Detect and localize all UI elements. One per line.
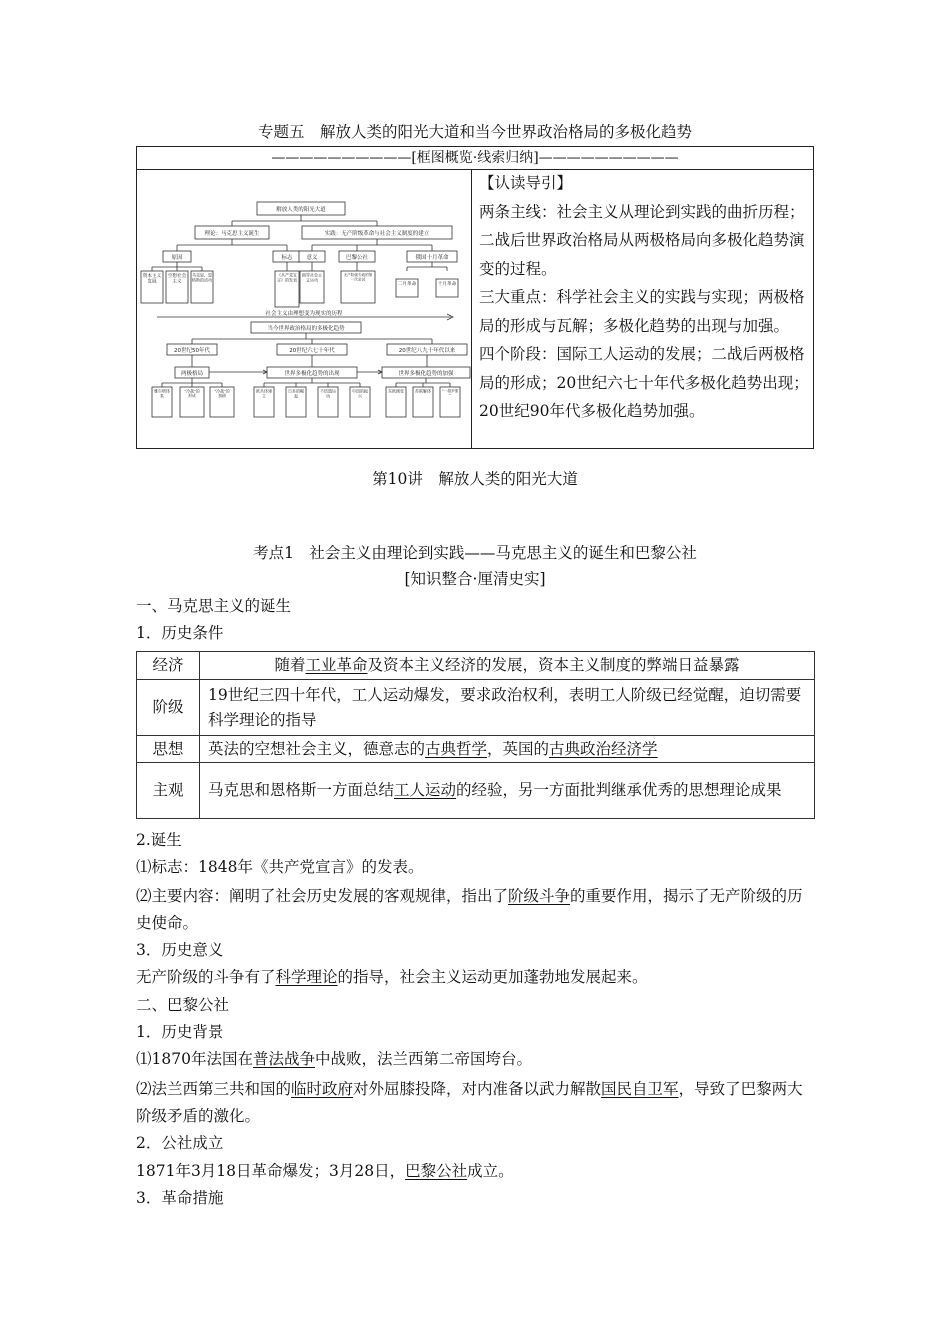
- kaodian-title: 考点1 社会主义由理论到实践——马克思主义的诞生和巴黎公社: [253, 544, 697, 562]
- guide-key-points: 三大重点：科学社会主义的实践与实现；两极格局的形成与瓦解；多极化趋势的出现与加强。: [479, 288, 805, 335]
- table-value: 英法的空想社会主义，德意志的古典哲学，英国的古典政治经济学: [200, 736, 815, 763]
- sec1-sub2: 2.诞生: [136, 831, 182, 849]
- sec1-content: ⑵主要内容：阐明了社会历史发展的客观规律，指出了阶级斗争的重要作用，揭示了无产阶级的历史使命。: [136, 887, 803, 932]
- dg-east-europe: 东欧剧变: [388, 388, 404, 394]
- overview-flowchart: [137, 169, 471, 448]
- overview-diagram-cell: [137, 169, 472, 448]
- dg-l2-commune: 巴黎公社: [345, 255, 369, 261]
- dg-multipolar-strengthen: 世界多极化趋势的加强: [398, 371, 454, 377]
- dg-root: 解放人类的阳光大道: [276, 207, 326, 213]
- dg-era-6070s: 20世纪六七十年代: [289, 348, 335, 354]
- sec2-heading: 二、巴黎公社: [136, 996, 230, 1014]
- guide-heading: 【认读导引】: [479, 174, 573, 192]
- table-row: [137, 652, 815, 680]
- sec1-sub1: 1．历史条件: [136, 624, 224, 642]
- table-key: 思想: [137, 736, 200, 763]
- table-key: 主观: [137, 763, 200, 819]
- dg-l2-reason: 原因: [171, 255, 183, 261]
- topic-title: 专题五 解放人类的阳光大道和当今世界政治格局的多极化趋势: [257, 123, 692, 141]
- guide-main-lines: 两条主线：社会主义从理论到实践的曲折历程；二战后世界政治格局从两极格局向多极化趋势演变的过程。: [479, 202, 805, 278]
- guide-stages: 四个阶段：国际工人运动的发展；二战后两极格局的形成；20世纪六七十年代多极化趋势出现；20世纪90年代多极化趋势加强。: [479, 345, 809, 420]
- dg-l3-capitalism: 资本主义发展: [142, 274, 162, 285]
- table-row: [137, 763, 815, 819]
- table-row: [137, 680, 815, 736]
- overview-box: [136, 146, 814, 449]
- table-value: 随着工业革命及资本主义经济的发展，资本主义制度的弊端日益暴露: [200, 652, 815, 680]
- dg-bar2: 当今世界政治格局的多极化趋势: [267, 326, 345, 332]
- dg-l2-sign: 标志: [281, 255, 293, 261]
- sec1-significance: 无产阶级的斗争有了科学理论的指导，社会主义运动更加蓬勃地发展起来。: [136, 968, 648, 986]
- conditions-table: [136, 651, 815, 819]
- dg-l3-oct-revolution: 十月革命: [437, 282, 457, 288]
- dg-superpower: “一超多强”: [441, 389, 459, 398]
- dg-cold-war-intensify: “冷战”的加剧: [214, 388, 230, 398]
- sec1-heading: 一、马克思主义的诞生: [136, 597, 292, 615]
- table-value: 马克思和恩格斯一方面总结工人运动的经验，另一方面批判继承优秀的思想理论成果: [200, 763, 815, 819]
- table-key: 经济: [137, 652, 200, 680]
- sec2-sub3: 3．革命措施: [136, 1189, 224, 1207]
- dg-l2-meaning: 意义: [306, 255, 318, 261]
- sec2-sub2: 2．公社成立: [136, 1134, 224, 1152]
- dg-l3-utopian: 空想社会主义: [167, 274, 187, 285]
- dg-theory: 理论：马克思主义诞生: [204, 231, 260, 237]
- sec2-bg2: ⑵法兰西第三共和国的临时政府对外屈膝投降，对内准备以武力解散国民自卫军，导致了巴黎两大阶级矛盾的激化。: [136, 1080, 803, 1125]
- sec2-founding: 1871年3月18日革命爆发；3月28日，巴黎公社成立。: [136, 1162, 514, 1180]
- dg-japan: 日本的崛起: [288, 388, 304, 399]
- sec2-bg1: ⑴1870年法国在普法战争中战败，法兰西第二帝国垮台。: [136, 1050, 532, 1068]
- dg-era-8090s: 20世纪八九十年代以来: [398, 348, 456, 354]
- dg-ussr: 苏联解体: [415, 388, 431, 394]
- dg-bar1: 社会主义由理想变为现实的历程: [265, 311, 343, 317]
- dg-l3-dictatorship: 无产阶级专政的第一次尝试: [343, 273, 373, 282]
- overview-banner: ——————————[框图概览·线索归纳]——————————: [137, 147, 813, 170]
- lecture-title: 第10讲 解放人类的阳光大道: [372, 470, 578, 488]
- dg-cold-war-form: “冷战”的形成: [184, 388, 200, 398]
- dg-l3-feb-revolution: 二月革命: [397, 282, 417, 288]
- table-key: 阶级: [137, 680, 200, 736]
- dg-l3-manifesto: 《共产党宣言》的发表: [277, 272, 297, 283]
- table-row: [137, 736, 815, 763]
- dg-practice: 实践：无产阶级革命与社会主义制度的建立: [324, 231, 430, 237]
- table-value: 19世纪三四十年代，工人运动爆发，要求政治权利，表明工人阶级已经觉醒，迫切需要科学理论的指导: [200, 680, 815, 736]
- dg-eec: 欧共体建立: [256, 388, 272, 399]
- reading-guide: [479, 169, 811, 426]
- dg-l2-october: 俄国十月革命: [415, 255, 449, 261]
- dg-nonaligned: 不结盟运动: [320, 388, 336, 399]
- dg-bipolar: 两极格局: [180, 371, 204, 377]
- dg-l3-marx-activity: 马克思、恩格斯的活动: [192, 272, 212, 283]
- sec1-sign: ⑴标志：1848年《共产党宣言》的发表。: [136, 858, 424, 876]
- dg-china: 中国的振兴: [352, 388, 368, 399]
- sec2-sub1: 1．历史背景: [136, 1023, 224, 1041]
- zhishi-title: [知识整合·厘清史实]: [404, 570, 546, 588]
- dg-yalta: 雅尔塔体系: [154, 388, 170, 399]
- sec1-sub3: 3．历史意义: [136, 941, 224, 959]
- dg-l3-guide: 指导社会主义运动: [302, 272, 322, 283]
- dg-era-50s: 20世纪50年代: [174, 348, 210, 354]
- dg-multipolar-emerge: 世界多极化趋势的出现: [284, 371, 340, 377]
